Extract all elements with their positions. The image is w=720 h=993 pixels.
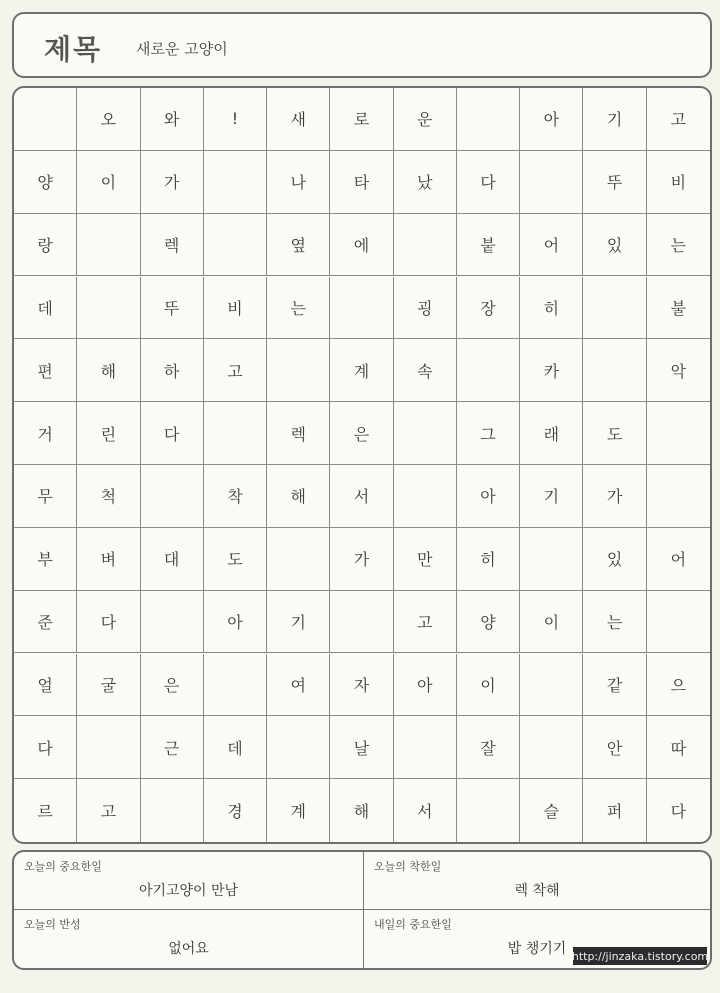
grid-cell: 와 [141, 88, 204, 151]
grid-cell: 났 [394, 151, 457, 214]
grid-cell [520, 151, 583, 214]
grid-cell: 착 [204, 465, 267, 528]
grid-cell [520, 716, 583, 779]
grid-cell: 고 [647, 88, 710, 151]
grid-cell: 서 [394, 779, 457, 842]
grid-cell [141, 779, 204, 842]
grid-cell: 데 [14, 277, 77, 340]
grid-cell: 기 [267, 591, 330, 654]
grid-cell: 랑 [14, 214, 77, 277]
today-reflection-section [14, 910, 364, 968]
grid-cell: 히 [457, 528, 520, 591]
grid-cell: 서 [330, 465, 393, 528]
grid-cell: 히 [520, 277, 583, 340]
grid-cell: 뚜 [141, 277, 204, 340]
grid-cell [647, 591, 710, 654]
grid-cell: 는 [267, 277, 330, 340]
grid-cell [583, 339, 646, 402]
grid-cell [647, 402, 710, 465]
grid-cell [77, 716, 140, 779]
grid-cell: 카 [520, 339, 583, 402]
grid-cell: 있 [583, 214, 646, 277]
grid-cell: 오 [77, 88, 140, 151]
grid-cell: 다 [14, 716, 77, 779]
grid-cell [267, 716, 330, 779]
watermark-url[interactable]: http://jinzaka.tistory.com [573, 947, 707, 965]
grid-cell: ! [204, 88, 267, 151]
grid-cell: 양 [14, 151, 77, 214]
grid-cell: 고 [204, 339, 267, 402]
title-label: 제목 [44, 33, 103, 66]
grid-cell: 자 [330, 654, 393, 717]
grid-cell: 계 [267, 779, 330, 842]
today-good-deed-label: 오늘의 착한일 [374, 860, 442, 873]
grid-cell [267, 339, 330, 402]
grid-cell: 대 [141, 528, 204, 591]
grid-cell: 해 [267, 465, 330, 528]
grid-cell: 그 [457, 402, 520, 465]
grid-cell: 데 [204, 716, 267, 779]
grid-cell: 불 [647, 277, 710, 340]
grid-cell: 근 [141, 716, 204, 779]
grid-cell: 어 [647, 528, 710, 591]
grid-cell: 타 [330, 151, 393, 214]
grid-cell: 따 [647, 716, 710, 779]
grid-cell: 얼 [14, 654, 77, 717]
grid-cell: 르 [14, 779, 77, 842]
grid-cell: 속 [394, 339, 457, 402]
grid-cell: 렉 [267, 402, 330, 465]
grid-cell [457, 88, 520, 151]
grid-cell: 새 [267, 88, 330, 151]
grid-cell: 이 [520, 591, 583, 654]
grid-cell: 비 [204, 277, 267, 340]
grid-cell: 기 [520, 465, 583, 528]
grid-cell: 다 [77, 591, 140, 654]
grid-cell: 굉 [394, 277, 457, 340]
grid-cell [330, 277, 393, 340]
grid-cell [583, 277, 646, 340]
grid-cell: 가 [141, 151, 204, 214]
grid-cell: 고 [77, 779, 140, 842]
grid-cell: 하 [141, 339, 204, 402]
grid-cell: 로 [330, 88, 393, 151]
grid-cell [330, 591, 393, 654]
grid-cell: 아 [520, 88, 583, 151]
grid-cell: 비 [647, 151, 710, 214]
grid-cell: 같 [583, 654, 646, 717]
grid-cell [394, 214, 457, 277]
today-important-label: 오늘의 중요한일 [24, 860, 102, 873]
grid-cell: 으 [647, 654, 710, 717]
grid-cell: 다 [670, 802, 687, 822]
grid-cell [457, 339, 520, 402]
grid-cell: 가 [583, 465, 646, 528]
grid-cell: 벼 [77, 528, 140, 591]
grid-cell: 가 [330, 528, 393, 591]
grid-cell: 아 [457, 465, 520, 528]
title-box [12, 12, 712, 78]
grid-cell: 있 [583, 528, 646, 591]
tomorrow-important-value: 밥 챙기기 [507, 941, 567, 957]
grid-cell: 편 [14, 339, 77, 402]
grid-cell: 이 [457, 654, 520, 717]
grid-cell: 린 [77, 402, 140, 465]
grid-cell: 나 [267, 151, 330, 214]
grid-cell: 는 [647, 214, 710, 277]
grid-cell: 는 [583, 591, 646, 654]
grid-cell: 이 [77, 151, 140, 214]
grid-cell [77, 277, 140, 340]
grid-cell: 계 [330, 339, 393, 402]
grid-cell: 거 [14, 402, 77, 465]
today-reflection-value: 없어요 [168, 941, 209, 957]
grid-cell: 래 [520, 402, 583, 465]
grid-cell: 여 [267, 654, 330, 717]
grid-cell: 날 [330, 716, 393, 779]
grid-cell [647, 465, 710, 528]
grid-cell [267, 528, 330, 591]
tomorrow-important-label: 내일의 중요한일 [374, 918, 452, 931]
grid-cell: 장 [457, 277, 520, 340]
today-important-section [14, 852, 364, 910]
grid-cell: 다 [141, 402, 204, 465]
grid-cell: 도 [583, 402, 646, 465]
grid-cell: 붙 [457, 214, 520, 277]
grid-cell: 잘 [457, 716, 520, 779]
grid-cell [77, 214, 140, 277]
grid-cell [520, 654, 583, 717]
grid-cell: 에 [330, 214, 393, 277]
grid-cell: 양 [457, 591, 520, 654]
grid-cell [394, 402, 457, 465]
grid-cell: 부 [14, 528, 77, 591]
grid-cell [457, 779, 520, 842]
diary-title: 새로운 고양이 [136, 40, 228, 58]
grid-cell: 은 [330, 402, 393, 465]
grid-cell: 도 [204, 528, 267, 591]
grid-cell: 준 [14, 591, 77, 654]
today-important-value: 아기고양이 만남 [138, 883, 239, 899]
grid-cell: 악 [647, 339, 710, 402]
grid-cell: 고 [394, 591, 457, 654]
grid-cell [520, 528, 583, 591]
grid-cell: 척 [77, 465, 140, 528]
grid-cell: 무 [14, 465, 77, 528]
grid-cell [14, 88, 77, 151]
grid-cell [394, 465, 457, 528]
grid-cell: 슬 [520, 779, 583, 842]
grid-cell: 아 [204, 591, 267, 654]
today-reflection-label: 오늘의 반성 [24, 918, 81, 931]
grid-cell: 아 [394, 654, 457, 717]
grid-cell [204, 214, 267, 277]
grid-cell [141, 591, 204, 654]
grid-cell [204, 654, 267, 717]
grid-cell: 다 [457, 151, 520, 214]
today-good-deed-section [364, 852, 710, 910]
grid-cell [204, 402, 267, 465]
grid-cell: 뚜 [583, 151, 646, 214]
grid-cell: 옆 [267, 214, 330, 277]
grid-cell [394, 716, 457, 779]
grid-cell: 렉 [141, 214, 204, 277]
grid-cell: 만 [394, 528, 457, 591]
grid-cell: 기 [583, 88, 646, 151]
grid-cell: 운 [394, 88, 457, 151]
grid-cell [204, 151, 267, 214]
grid-cell [141, 465, 204, 528]
grid-cell: 굴 [77, 654, 140, 717]
grid-cell: 해 [77, 339, 140, 402]
grid-cell: 은 [141, 654, 204, 717]
grid-cell: 해 [330, 779, 393, 842]
grid-cell: 퍼 [583, 779, 646, 842]
grid-cell: 안 [583, 716, 646, 779]
manuscript-grid [12, 86, 712, 844]
grid-cell: 경 [204, 779, 267, 842]
today-good-deed-value: 렉 착해 [514, 883, 560, 899]
grid-cell: 어 [520, 214, 583, 277]
